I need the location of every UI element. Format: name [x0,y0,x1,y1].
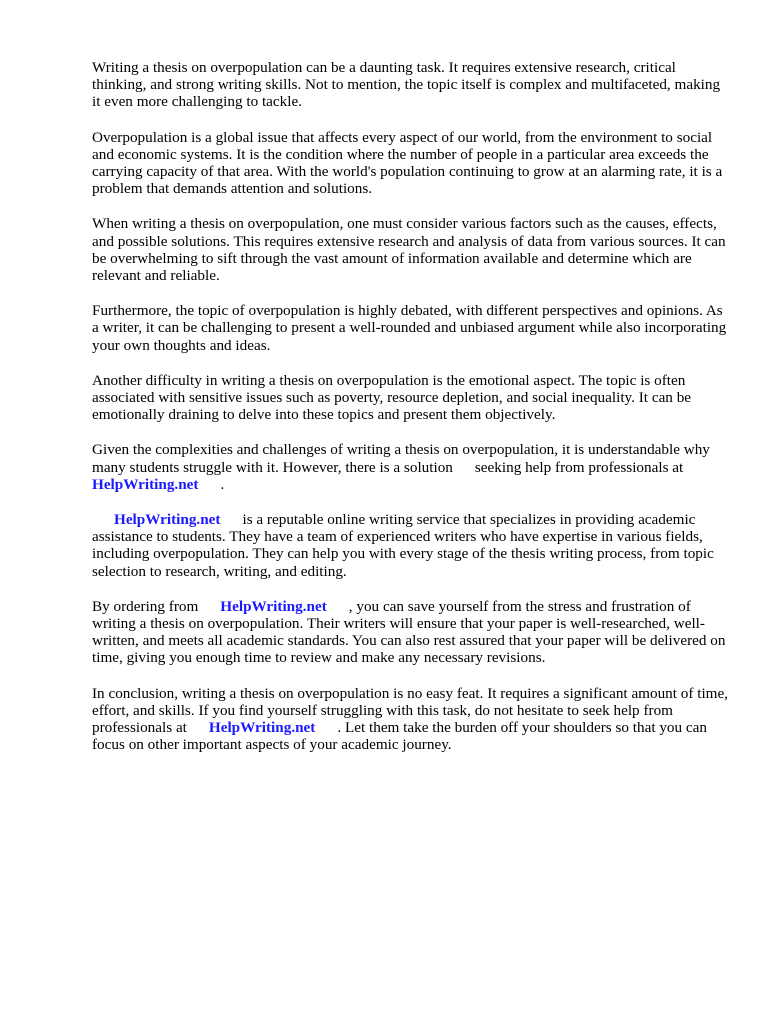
solution-period: . [220,475,225,493]
paragraph-service-description [92,511,732,580]
paragraph-overpopulation-definition: Overpopulation is a global issue that affects every aspect of our world, from the environment to social and economic systems. It is the condition where the number of people in a particular area exceeds the carrying capacity of that area. With the world's population continuing to grow at an alarming rate, it is a problem that demands attention and solutions. [92,128,723,198]
service-description-text: is a reputable online writing service that specializes in providing academic assistance to students. They have a team of experienced writers who have expertise in various fields, including overpopulation. They can help you with every stage of the thesis writing process, from topic selection to research, writing, and editing. [92,511,714,580]
ordering-text: , you can save yourself from the stress and frustration of writing a thesis on overpopulation. Their writers will ensure that your paper is well-researched, well-written, and meets all academic standards. You can also rest assured that your paper will be delivered on time, giving you enough time to review and make any necessary revisions. [92,597,726,667]
helpwriting-link-1[interactable]: HelpWriting.net [92,475,199,493]
paragraph-ordering [92,598,732,667]
solution-text-continued: seeking help from professionals at [474,458,684,476]
paragraph-intro: Writing a thesis on overpopulation can be a daunting task. It requires extensive research, critical thinking, and strong writing skills. Not to mention, the topic itself is complex and multifaceted, making it even more challenging to tackle. [92,59,721,111]
paragraph-factors: When writing a thesis on overpopulation, one must consider various factors such as the causes, effects, and possible solutions. This requires extensive research and analysis of data from various sources. It can be overwhelming to sift through the vast amount of information available and determine which are relevant and reliable. [92,215,726,285]
conclusion-start-text: In conclusion, writing a thesis on overpopulation is no easy feat. It requires a significant amount of time, effort, and skills. If you find yourself struggling with this task, do not hesitate to seek help from professionals at [92,684,729,737]
document-body [92,59,732,772]
paragraph-debate: Furthermore, the topic of overpopulation is highly debated, with different perspectives and opinions. As a writer, it can be challenging to present a well-rounded and unbiased argument while also incorporating your own thoughts and ideas. [92,302,727,354]
paragraph-emotional-aspect: Another difficulty in writing a thesis on overpopulation is the emotional aspect. The topic is often associated with sensitive issues such as poverty, resource depletion, and social inequality. It can be emotionally draining to delve into these topics and present them objectively. [92,371,692,424]
helpwriting-link-2[interactable]: HelpWriting.net [114,511,221,529]
conclusion-end-text: . Let them take the burden off your shoulders so that you can focus on other important aspects of your academic journey. [92,719,707,754]
paragraph-solution [92,441,732,493]
helpwriting-link-4[interactable]: HelpWriting.net [208,719,316,737]
paragraph-conclusion [92,685,732,754]
helpwriting-link-3[interactable]: HelpWriting.net [220,597,327,615]
solution-text: Given the complexities and challenges of writing a thesis on overpopulation, it is understandable why many students struggle with it. However, there is a solution [92,441,710,476]
ordering-start-text: By ordering from [92,597,199,615]
